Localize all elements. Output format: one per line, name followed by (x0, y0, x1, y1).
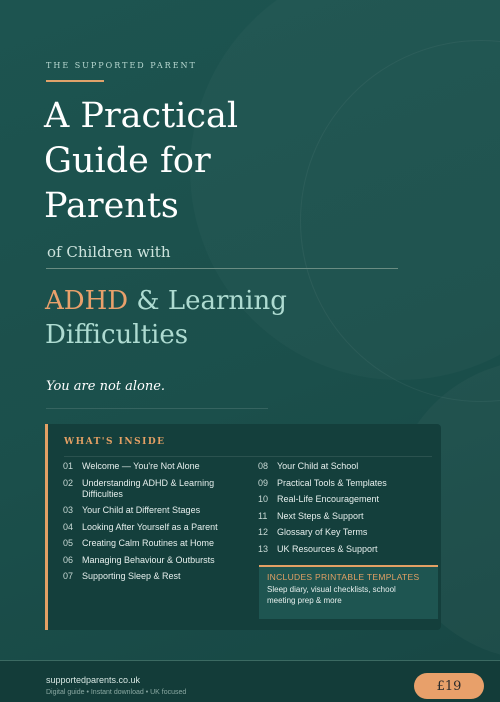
contents-item (63, 505, 248, 516)
contents-item (258, 544, 438, 555)
contents-item-label: Glossary of Key Terms (277, 527, 368, 537)
contents-item (63, 571, 248, 582)
title-line-1: A Practical (44, 96, 239, 136)
contents-item (63, 522, 248, 533)
contents-item (258, 527, 438, 538)
tagline: You are not alone. (46, 379, 166, 394)
contents-item (258, 511, 438, 522)
contents-item-label: Your Child at Different Stages (82, 505, 201, 515)
contents-item-label: Next Steps & Support (277, 510, 364, 521)
contents-item (258, 478, 438, 489)
contents-item-label: Managing Behaviour & Outbursts (82, 554, 215, 565)
contents-item-number: 03 (63, 505, 74, 515)
footer (0, 660, 500, 702)
contents-item-number: 07 (63, 571, 74, 581)
contents-title: WHAT'S INSIDE (64, 437, 166, 447)
tagline-divider (46, 408, 268, 409)
headline-accent: ADHD (45, 286, 129, 316)
contents-item (258, 494, 438, 505)
contents-panel (45, 424, 441, 630)
contents-item-label: UK Resources & Support (277, 543, 378, 554)
contents-item-number: 06 (63, 554, 74, 565)
contents-item-number: 02 (63, 477, 74, 488)
templates-callout (259, 565, 438, 619)
footer-meta: Digital guide • Instant download • UK focused (46, 689, 187, 696)
contents-list-left (63, 461, 248, 588)
contents-list-right (258, 461, 438, 560)
contents-item-label: Your Child at School (277, 461, 359, 471)
subtitle-divider (46, 268, 398, 269)
title-line-3: Parents (44, 186, 179, 226)
website-link[interactable]: supportedparents.co.uk (46, 675, 141, 685)
contents-item-number: 12 (258, 527, 269, 537)
headline-rest: & Learning (136, 286, 287, 316)
headline (45, 284, 365, 352)
series-eyebrow: THE SUPPORTED PARENT (46, 61, 197, 70)
templates-callout-title: INCLUDES PRINTABLE TEMPLATES (267, 572, 420, 582)
contents-item-label: Looking After Yourself as a Parent (82, 521, 218, 532)
contents-item-number: 01 (63, 461, 74, 471)
price-badge: £19 (414, 673, 484, 699)
contents-item-number: 10 (258, 494, 269, 504)
contents-item (258, 461, 438, 472)
contents-item-label: Welcome — You're Not Alone (82, 461, 200, 471)
contents-divider (64, 456, 432, 457)
contents-item-number: 09 (258, 477, 269, 488)
contents-item (63, 478, 248, 500)
contents-item-number: 11 (258, 510, 268, 521)
contents-item (63, 538, 248, 549)
contents-item-number: 05 (63, 538, 74, 548)
contents-item-label: Understanding ADHD & Learning Difficulties (82, 477, 215, 499)
contents-item-label: Practical Tools & Templates (277, 477, 387, 488)
contents-item-number: 13 (258, 543, 269, 554)
page-title (44, 94, 384, 229)
contents-item (63, 461, 248, 472)
templates-callout-text: Sleep diary, visual checklists, school meeting prep & more (267, 585, 396, 605)
contents-item-label: Supporting Sleep & Rest (82, 571, 181, 581)
contents-item-number: 04 (63, 521, 74, 532)
contents-item-number: 08 (258, 461, 269, 471)
contents-item-label: Creating Calm Routines at Home (82, 538, 215, 548)
accent-rule (46, 80, 104, 82)
headline-line-2: Difficulties (45, 320, 189, 350)
contents-item-label: Real-Life Encouragement (277, 494, 380, 504)
subtitle: of Children with (47, 243, 171, 261)
contents-item (63, 555, 248, 566)
title-line-2: Guide for (44, 141, 211, 181)
